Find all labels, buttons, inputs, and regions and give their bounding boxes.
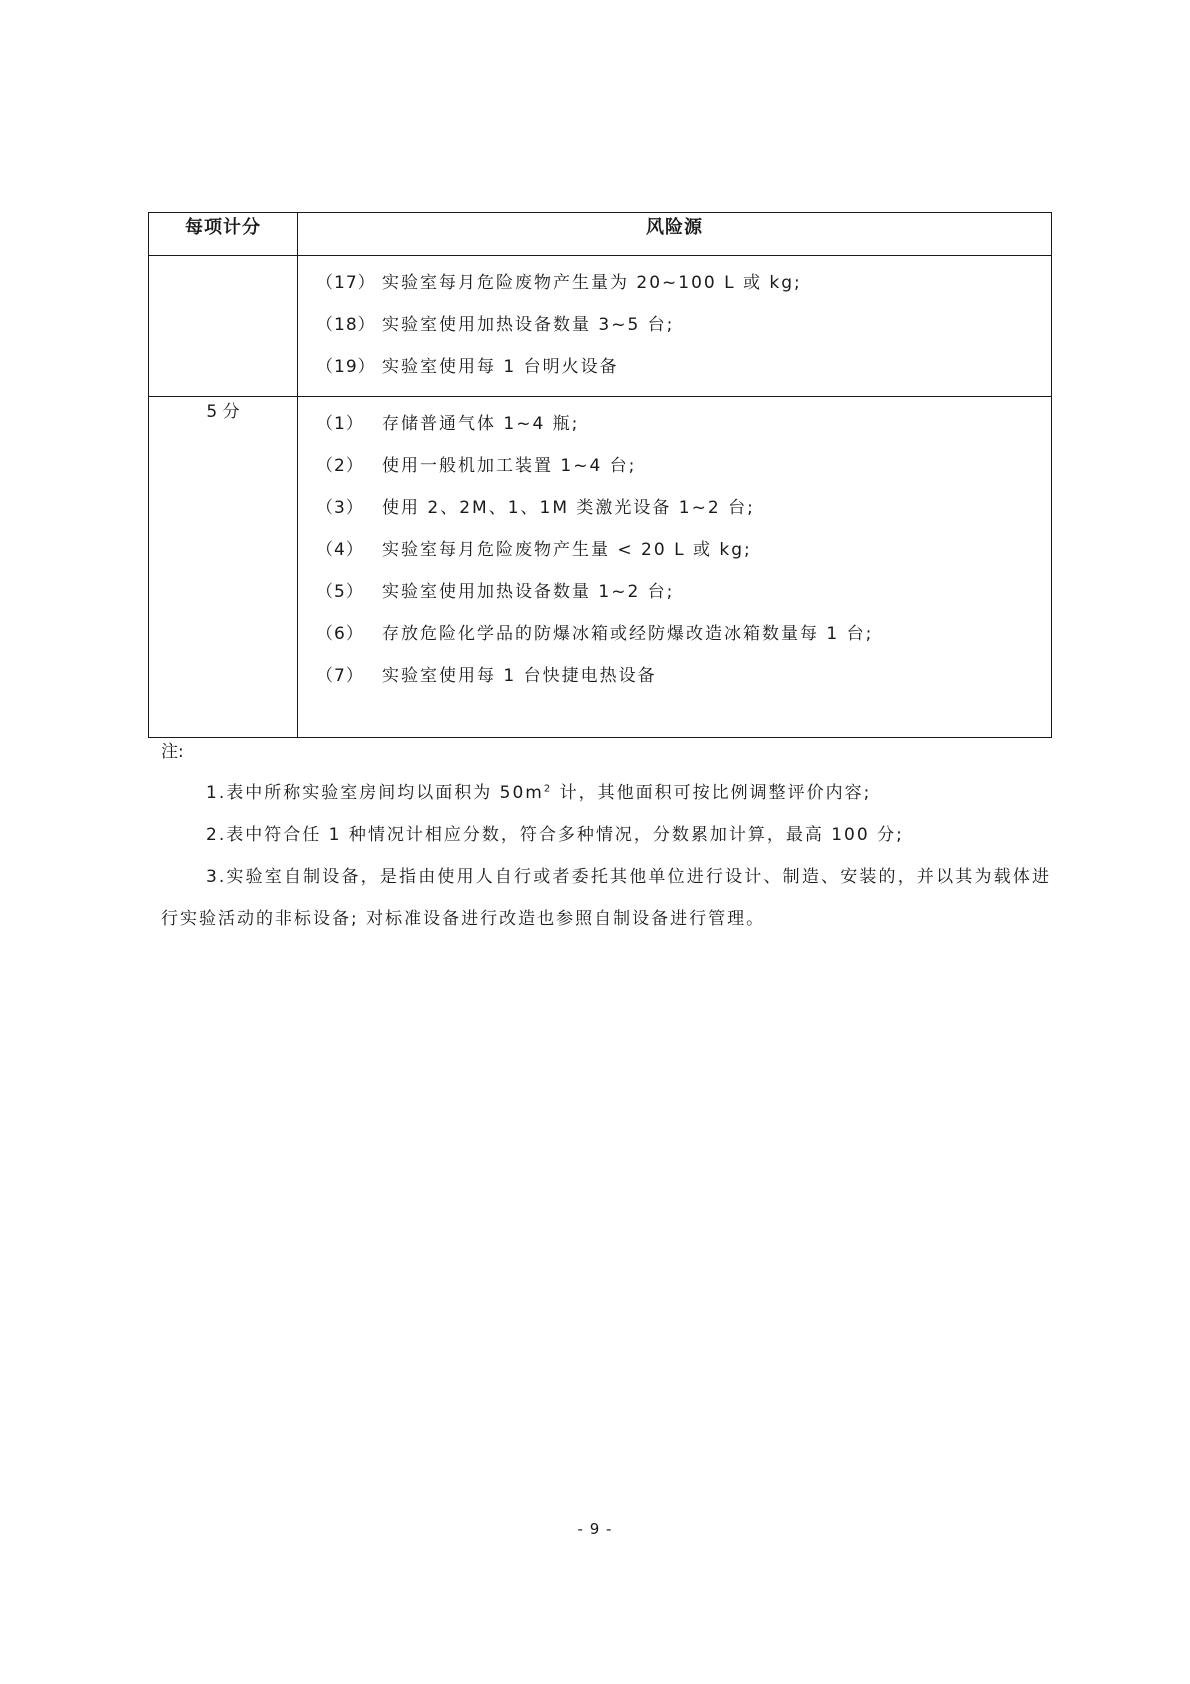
risk-item-text: 实验室每月危险废物产生量为 20~100 L 或 kg; [382,273,802,293]
table-row [149,397,1052,738]
risk-item-number: （6） [316,624,364,644]
note-1-text-after: 计，其他面积可按比例调整评价内容; [552,783,872,803]
risk-item-text: 实验室使用加热设备数量 3~5 台; [382,315,675,335]
score-cell: 5 分 [149,397,298,738]
header-score: 每项计分 [149,213,298,256]
risk-item [316,403,1051,445]
table-row [149,256,1052,397]
page-number: - 9 - [577,1520,613,1538]
risk-item-number: （18） [316,315,376,335]
risk-item [316,346,1051,388]
risk-item-text: 实验室使用每 1 台快捷电热设备 [382,666,657,686]
risk-item-number: （2） [316,456,364,476]
risk-item-text: 实验室使用加热设备数量 1~2 台; [382,582,675,602]
risk-item-number: （3） [316,498,364,518]
score-cell [149,256,298,397]
risk-items-cell [298,256,1052,397]
risk-item [316,262,1051,304]
risk-item-text: 存储普通气体 1~4 瓶; [382,414,580,434]
risk-items-cell [298,397,1052,738]
risk-item-text: 实验室使用每 1 台明火设备 [382,357,619,377]
risk-item-number: （19） [316,357,376,377]
risk-item [316,613,1051,655]
risk-item-number: （4） [316,540,364,560]
notes-heading: 注: [161,742,184,762]
table-header-row [149,213,1052,256]
note-3: 3.实验室自制设备，是指由使用人自行或者委托其他单位进行设计、制造、安装的，并以其为载体进行实验活动的非标设备; 对标准设备进行改造也参照自制设备进行管理。 [161,867,1051,929]
risk-item [316,445,1051,487]
note-1 [161,772,1051,814]
risk-item-text: 使用 2、2M、1、1M 类激光设备 1~2 台; [382,498,755,518]
risk-item-text: 存放危险化学品的防爆冰箱或经防爆改造冰箱数量每 1 台; [382,624,874,644]
notes-section [161,732,1051,940]
risk-item-number: （7） [316,666,364,686]
risk-item [316,304,1051,346]
risk-item-text: 实验室每月危险废物产生量 < 20 L 或 kg; [382,540,752,560]
note-1-superscript: 2 [543,783,553,795]
risk-item [316,487,1051,529]
risk-item [316,529,1051,571]
note-2: 2.表中符合任 1 种情况计相应分数，符合多种情况，分数累加计算，最高 100 分; [206,825,904,845]
header-risk-source: 风险源 [298,213,1052,256]
risk-item-number: （17） [316,273,376,293]
risk-item [316,571,1051,613]
risk-scoring-table [148,212,1052,738]
note-1-text-before: 1.表中所称实验室房间均以面积为 50m [206,783,544,803]
risk-item-number: （5） [316,582,364,602]
risk-item [316,655,1051,697]
risk-item-text: 使用一般机加工装置 1~4 台; [382,456,637,476]
risk-item-number: （1） [316,414,364,434]
